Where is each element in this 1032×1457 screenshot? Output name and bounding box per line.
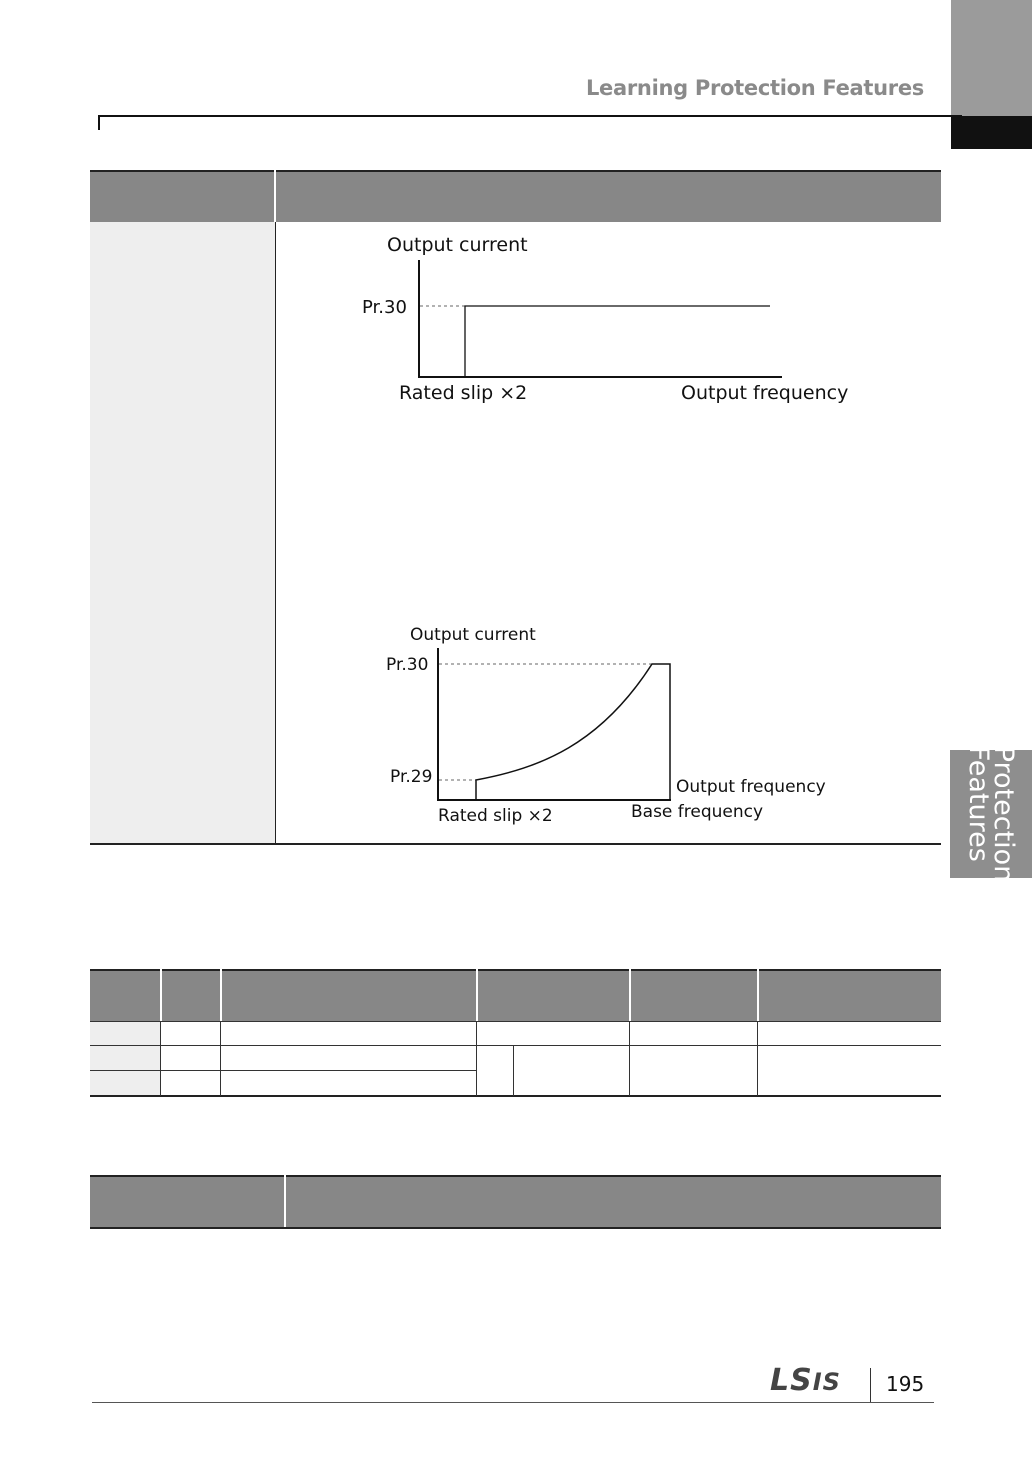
parameter-table-header bbox=[90, 969, 941, 1021]
graph2-x-start-label: Rated slip ×2 bbox=[438, 806, 553, 826]
table1-left-cell bbox=[90, 222, 275, 843]
table-column-line bbox=[220, 1021, 221, 1096]
graph2-base-label: Base frequency bbox=[631, 802, 764, 822]
parameter-table-header-divider bbox=[160, 969, 162, 1021]
graph1-curve bbox=[465, 306, 770, 377]
page-number: 195 bbox=[886, 1372, 925, 1396]
corner-tab-gray bbox=[951, 0, 1032, 116]
table-column-line bbox=[513, 1045, 514, 1096]
parameter-table-bottom-rule bbox=[90, 1095, 941, 1097]
graph2-ylabel: Output current bbox=[410, 625, 536, 645]
parameter-table-header-divider bbox=[220, 969, 222, 1021]
table1-header-divider bbox=[274, 170, 276, 222]
graph2-upper-label: Pr.30 bbox=[386, 655, 429, 675]
table-column-line bbox=[757, 1021, 758, 1096]
graph1-level-label: Pr.30 bbox=[362, 297, 407, 318]
graph2-diagram bbox=[370, 620, 850, 835]
parameter-table-header-divider bbox=[757, 969, 759, 1021]
table-row bbox=[90, 1070, 476, 1071]
table3-header bbox=[90, 1175, 941, 1229]
header-rule bbox=[98, 115, 962, 117]
logo-part-is: IS bbox=[812, 1368, 841, 1396]
corner-tab-black bbox=[951, 116, 1032, 149]
graph2-xlabel: Output frequency bbox=[676, 777, 826, 797]
graph1-diagram bbox=[340, 225, 880, 415]
table1-bottom-rule bbox=[90, 843, 941, 845]
table-row bbox=[90, 1045, 941, 1046]
side-tab-line1: Protection bbox=[988, 745, 1019, 883]
parameter-table-header-divider bbox=[629, 969, 631, 1021]
graph2-lower-label: Pr.29 bbox=[390, 767, 433, 787]
ls-is-logo bbox=[770, 1363, 841, 1398]
footer-separator bbox=[870, 1368, 871, 1402]
parameter-table-shaded-column bbox=[90, 1021, 160, 1096]
graph1-xlabel: Output frequency bbox=[681, 382, 849, 404]
header-tick bbox=[98, 115, 100, 130]
table-row bbox=[90, 1021, 941, 1022]
table-column-line bbox=[476, 1021, 477, 1096]
side-tab-label bbox=[963, 745, 1019, 883]
side-tab-line2: Features bbox=[963, 745, 994, 862]
parameter-table-header-divider bbox=[476, 969, 478, 1021]
side-chapter-tab[interactable] bbox=[950, 745, 1032, 883]
footer-rule bbox=[92, 1402, 934, 1403]
table-column-line bbox=[160, 1021, 161, 1096]
table1-column-divider bbox=[275, 222, 276, 843]
logo-part-ls: LS bbox=[770, 1363, 813, 1398]
graph1-ylabel: Output current bbox=[387, 234, 528, 256]
table1-header bbox=[90, 170, 941, 222]
table3-header-divider bbox=[284, 1175, 286, 1227]
graph2-curve bbox=[476, 664, 670, 800]
table-column-line bbox=[629, 1021, 630, 1096]
page-header-title: Learning Protection Features bbox=[585, 76, 924, 100]
graph1-x-start-label: Rated slip ×2 bbox=[399, 382, 528, 404]
